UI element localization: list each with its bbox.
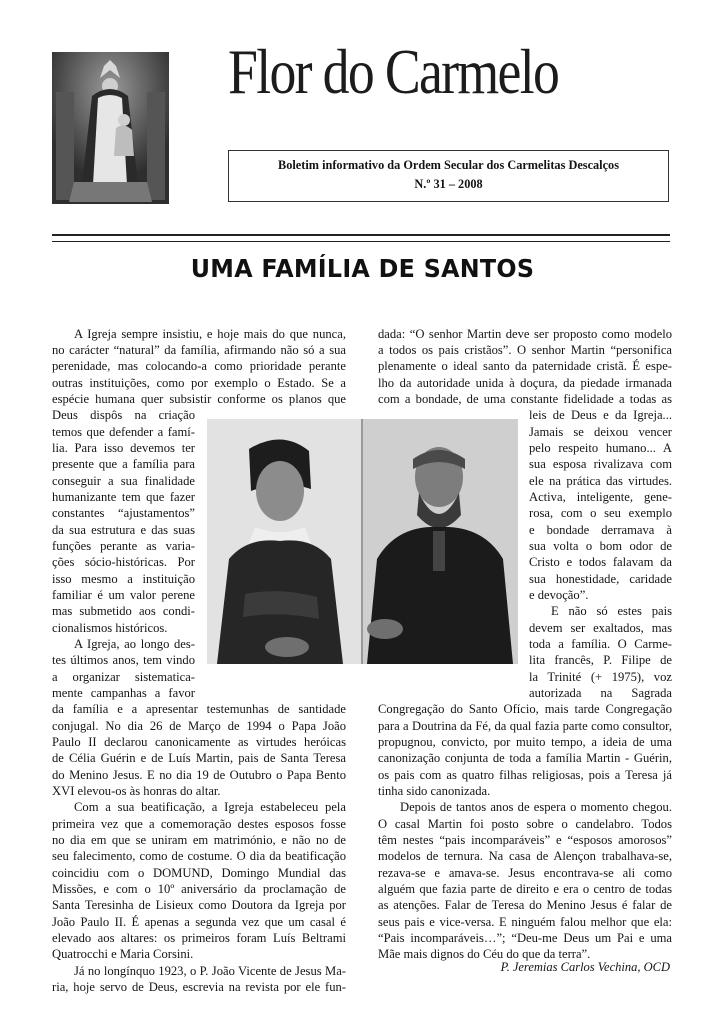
right-line: ele na prática das virtudes. bbox=[529, 474, 672, 488]
right-line: O casal Martin foi posto sobre o candelabro. Todos bbox=[378, 817, 672, 831]
right-line: Mãe mais dignos do Céu do que da terra”. bbox=[378, 947, 591, 961]
left-line: A Igreja sempre insistiu, e hoje mais do que nunca, bbox=[74, 327, 346, 341]
right-line: lita francês, P. Filipe de bbox=[529, 653, 672, 667]
right-line: lho da autoridade unida à doçura, da piedade irmanada bbox=[378, 376, 672, 390]
left-line: mente campanhas a favor bbox=[52, 686, 195, 700]
right-line: e devoção”. bbox=[529, 588, 589, 602]
left-line: constantes “ajustamentos” bbox=[52, 506, 195, 520]
left-line: cionalismos históricos. bbox=[52, 621, 168, 635]
header-divider-thick bbox=[52, 234, 670, 236]
left-line: elevado aos altares: os primeiros foram Luís Beltrami bbox=[52, 931, 346, 945]
left-line: conseguir a sua finalidade bbox=[52, 474, 195, 488]
our-lady-of-carmel-logo bbox=[52, 52, 169, 204]
left-line: mas submetido aos condi- bbox=[52, 604, 195, 618]
right-line: pelo respeito humano... A bbox=[529, 441, 672, 455]
left-line: outras instituições, como por exemplo o Estado. Se a bbox=[52, 376, 346, 390]
left-line: Santa Teresinha de Lisieux como Doutora da Igreja por bbox=[52, 898, 346, 912]
left-line: espécie humana quer subsistir conforme os planos que bbox=[52, 392, 346, 406]
left-line: Missões, e com o 10º aniversário da proclamação de bbox=[52, 882, 346, 896]
right-line: toda a família. O Carme- bbox=[529, 637, 672, 651]
right-line: sua volta o bom odor de bbox=[529, 539, 672, 553]
left-line: da sua estrutura e das suas bbox=[52, 523, 195, 537]
right-line: a todos os pais cristãos”. O senhor Martin “personifica bbox=[378, 343, 672, 357]
author-signature: P. Jeremias Carlos Vechina, OCD bbox=[500, 960, 670, 974]
right-line: canonização conjunta de toda a família Martin - Guérin, bbox=[378, 751, 672, 765]
right-line: dada: “O senhor Martin deve ser proposto como modelo bbox=[378, 327, 672, 341]
left-line: tes últimos anos, tem vindo bbox=[52, 653, 195, 667]
right-line: propugnou, convicto, por muito tempo, a ideia de uma bbox=[378, 735, 672, 749]
left-line: A Igreja, ao longo des- bbox=[74, 637, 195, 651]
right-line: devem ser exaltados, mas bbox=[529, 621, 672, 635]
article-headline: UMA FAMÍLIA DE SANTOS bbox=[190, 254, 535, 283]
right-line: sua esposa rivalizava com bbox=[529, 457, 672, 471]
left-line: a organizar sistematica- bbox=[52, 670, 195, 684]
martin-couple-photo bbox=[207, 419, 518, 664]
left-line: temos que defender a famí- bbox=[52, 425, 195, 439]
right-line: E não só estes pais bbox=[551, 604, 672, 618]
left-line: da família e a apresentar testemunhas de santidade bbox=[52, 702, 346, 716]
left-line: conjugal. No dia 26 de Março de 1994 o Papa João bbox=[52, 719, 346, 733]
left-line: humanizante tem que fazer bbox=[52, 490, 195, 504]
right-line: Cristo e todos falavam da bbox=[529, 555, 672, 569]
right-line: e bondade derramava à bbox=[529, 523, 672, 537]
left-line: Paulo II declarou canonicamente as virtudes heróicas bbox=[52, 735, 346, 749]
left-line: XVI elevou-os às honras do altar. bbox=[52, 784, 221, 798]
left-line: coincidiu com o DOMUND, Domingo Mundial das bbox=[52, 866, 346, 880]
right-line: Depois de tantos anos de espera o momento chegou. bbox=[400, 800, 672, 814]
left-line: ções sócio-históricas. Por bbox=[52, 555, 195, 569]
portrait-photograph bbox=[207, 419, 518, 664]
right-line: plenamente o ideal santo da paternidade cristã. É espe- bbox=[378, 359, 672, 373]
right-line: alguém que fazia parte de direito e era o centro de todas bbox=[378, 882, 672, 896]
right-line: seus pais e vice-versa. E ninguém falou melhor que ela: bbox=[378, 915, 672, 929]
left-line: ria, hoje servo de Deus, escrevia na revista por ele fun- bbox=[52, 980, 346, 994]
left-line: Deus dispôs na criação bbox=[52, 408, 195, 422]
masthead-subtitle: Boletim informativo da Ordem Secular dos Carmelitas Descalços bbox=[278, 158, 619, 172]
left-line: isso mesmo a instituição bbox=[52, 572, 195, 586]
right-line: la Trinité (+ 1975), voz bbox=[529, 670, 672, 684]
masthead-subtitle-box bbox=[228, 150, 669, 202]
left-line: no carácter “natural” da família, afirmando não só a sua bbox=[52, 343, 346, 357]
right-line: autorizada na Sagrada bbox=[529, 686, 672, 700]
left-line: Quatrocchi e Maria Corsini. bbox=[52, 947, 194, 961]
virgin-and-child-image bbox=[52, 52, 169, 204]
right-line: tinha sido canonizada. bbox=[378, 784, 491, 798]
issue-number: N.º 31 – 2008 bbox=[414, 177, 483, 191]
left-line: Já no longínquo 1923, o P. João Vicente de Jesus Ma- bbox=[74, 964, 346, 978]
left-line: presente que a família para bbox=[52, 457, 195, 471]
left-line: familiar é um valor perene bbox=[52, 588, 195, 602]
right-line: os pais com as quatro filhas religiosas, pois a Teresa já bbox=[378, 768, 672, 782]
masthead-title: Flor do Carmelo bbox=[228, 36, 559, 107]
left-line: João Paulo II. É apenas a segunda vez que um casal é bbox=[52, 915, 346, 929]
right-line: modelos de ternura. Na casa de Alençon trabalhava-se, bbox=[378, 849, 672, 863]
left-line: no dia em que se uniram em matrimónio, e não no de bbox=[52, 833, 346, 847]
left-line: funções perante as varia- bbox=[52, 539, 195, 553]
left-line: Com a sua beatificação, a Igreja estabeleceu pela bbox=[74, 800, 346, 814]
right-line: rezava-se e amava-se. Jesus encontrava-se ali como bbox=[378, 866, 672, 880]
left-line: lia. Para isso devemos ter bbox=[52, 441, 195, 455]
right-line: sua honestidade, caridade bbox=[529, 572, 672, 586]
right-line: rosa, com o seu exemplo bbox=[529, 506, 672, 520]
left-line: de Célia Guérin e de Luís Martin, pais de Santa Teresa bbox=[52, 751, 346, 765]
right-line: para a Doutrina da Fé, da qual fazia parte como consultor, bbox=[378, 719, 672, 733]
right-line: Jamais se deixou vencer bbox=[529, 425, 672, 439]
right-line: Activa, inteligente, gene- bbox=[529, 490, 672, 504]
right-line: “Pais incomparáveis…”; “Deu-me Deus um Pai e uma bbox=[378, 931, 672, 945]
right-line: com a bondade, de uma constante fidelidade a todas as bbox=[378, 392, 672, 406]
header-divider-thin bbox=[52, 241, 670, 242]
left-line: primeira vez que a comemoração destes esposos fosse bbox=[52, 817, 346, 831]
right-line: as atenções. Falar de Teresa do Menino Jesus é falar de bbox=[378, 898, 672, 912]
right-line: têm nestes “pais incomparáveis” e “esposos amorosos” bbox=[378, 833, 672, 847]
left-line: do Menino Jesus. E no dia 19 de Outubro o Papa Bento bbox=[52, 768, 346, 782]
left-line: seu falecimento, como de costume. O dia da beatificação bbox=[52, 849, 346, 863]
right-line: leis de Deus e da Igreja... bbox=[529, 408, 672, 422]
left-line: perenidade, mas colocando-a como prioridade perante bbox=[52, 359, 346, 373]
right-line: Congregação do Santo Ofício, mais tarde Congregação bbox=[378, 702, 672, 716]
